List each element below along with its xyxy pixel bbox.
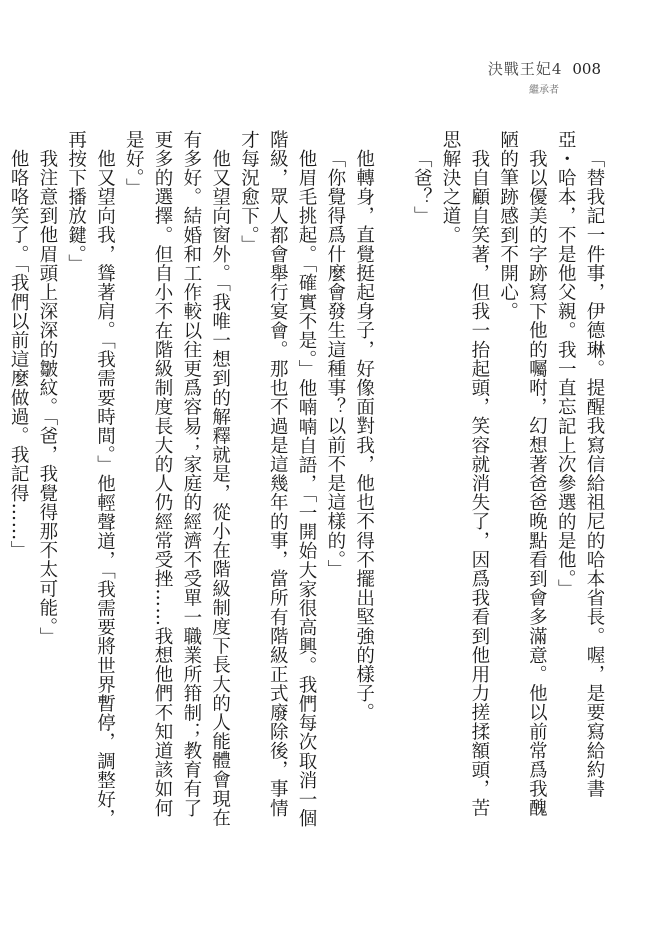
paragraph: 我注意到他眉頭上深深的皺紋。「爸，我覺得那不太可能。」 xyxy=(36,148,58,646)
paragraph: 他轉身，直覺挺起身子，好像面對我，他也不得不擺出堅強的樣子。 xyxy=(353,148,375,722)
paragraph: 「爸？」 xyxy=(411,148,433,225)
paragraph: 「你覺得爲什麼會發生這種事？以前不是這樣的。」 xyxy=(324,148,346,579)
page-number: 008 xyxy=(572,60,601,78)
paragraph: 我自顧自笑著，但我一抬起頭，笑容就消失了，因爲我看到他用力搓揉額頭，苦思解決之道。 xyxy=(440,130,490,817)
author-line: 繼承者 xyxy=(529,85,559,96)
book-title: 決戰王妃4 xyxy=(487,60,563,78)
header-line xyxy=(488,58,601,79)
paragraph: 「替我記一件事，伊德琳。提醒我寫信給祖尼的哈本省長。喔，是要寫給約書亞・哈本，不是他父親。我一直忘記上次參選的是他。」 xyxy=(555,130,605,798)
paragraph: 他咯咯笑了。「我們以前這麼做過。我記得……」 xyxy=(8,148,30,560)
paragraph: 我以優美的字跡寫下他的囑咐，幻想著爸爸晚點看到會多滿意。他以前常爲我醜陋的筆跡感到不開心。 xyxy=(497,130,548,817)
paragraph: 他又望向窗外。「我唯一想到的解釋就是，從小在階級制度下長大的人能體會現在有多好。結婚和工作較以往更爲容易；家庭的經濟不受單一職業所箝制；教育有了更多的選擇。但自小不在階級制度長大的人仍經常受挫……我想他們不知道該如何是好。」 xyxy=(123,130,231,827)
paragraph: 他眉毛挑起。「確實不是。」他喃喃自語，「一開始大家很高興。我們每次取消一個階級，眾人都會舉行宴會。那也不過是這幾年的事，當所有階級正式廢除後，事情才每況愈下。」 xyxy=(238,130,318,828)
page-header xyxy=(488,58,601,96)
body-text xyxy=(8,130,608,830)
paragraph: 他又望向我，聳著肩。「我需要時間。」他輕聲道，「我需要將世界暫停，調整好，再按下播放鍵。」 xyxy=(65,130,116,828)
